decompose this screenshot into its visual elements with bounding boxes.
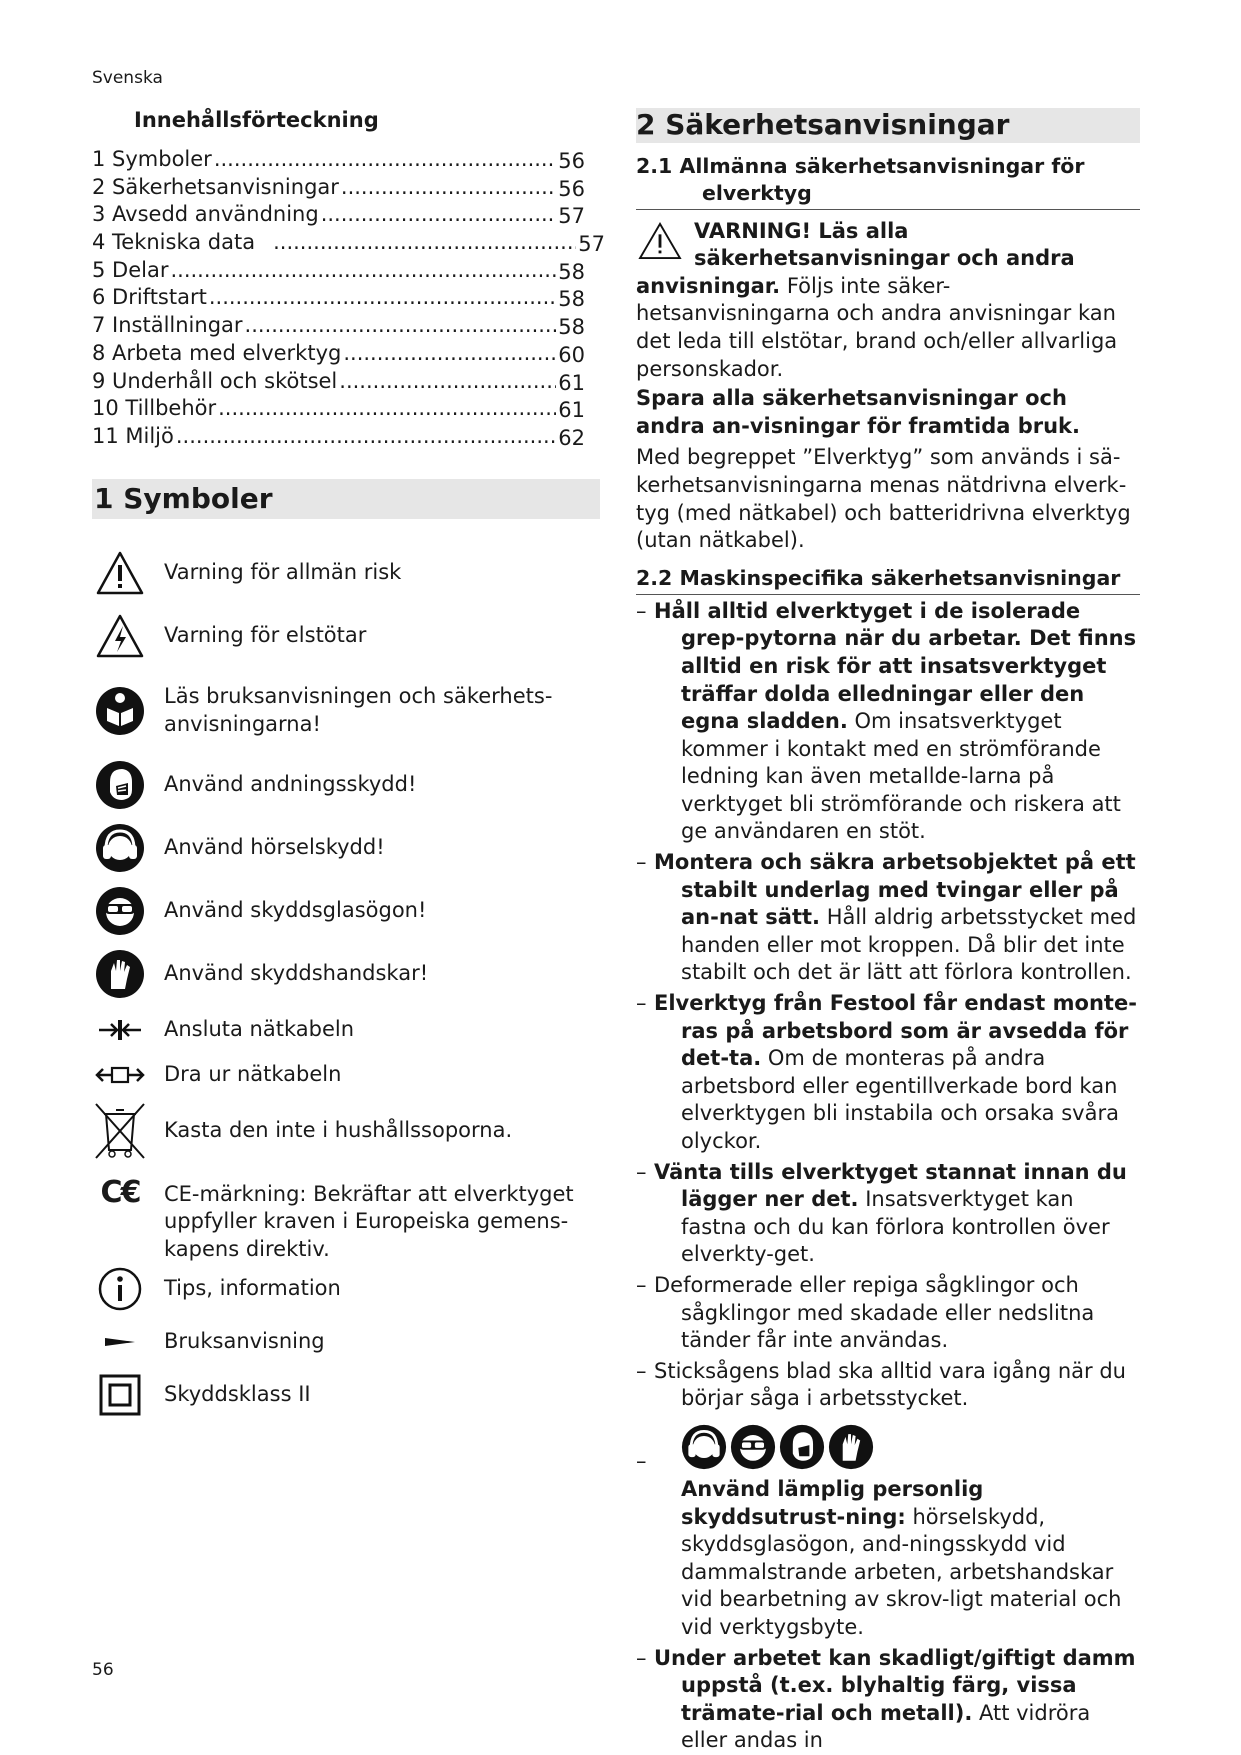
toc-entry[interactable]: 9 Underhåll och skötsel ..... 61	[92, 368, 585, 396]
warning-triangle-icon	[636, 222, 684, 260]
list-item: – Vänta tills elverktyget stannat innan du lägger ner det. Insatsverktyget kan fastna och du kan förlora kontrollen över elverkty-get.	[636, 1159, 1127, 1267]
safety-goggles-icon	[92, 886, 148, 936]
warning-text: Följs inte säker-hetsanvisningarna och andra anvisningar kan det leda till elstötar, brand och/eller allvarliga personskador.	[636, 273, 1118, 381]
safety-gloves-icon	[92, 949, 148, 999]
toc-title: Innehållsförteckning	[134, 108, 379, 132]
symbol-row: Bruksanvisning	[92, 1315, 600, 1369]
breathing-protection-icon	[92, 760, 148, 810]
symbol-row: Använd skyddsglasögon!	[92, 879, 600, 943]
manual-arrow-icon	[92, 1336, 148, 1348]
language-label: Svenska	[92, 68, 163, 88]
toc-entry[interactable]: 10 Tillbehör ..... 61	[92, 395, 585, 423]
symbol-row: Använd skyddshandskar!	[92, 943, 600, 1005]
symbol-row: Varning för allmän risk	[92, 543, 600, 603]
safety-gloves-icon	[828, 1424, 874, 1470]
subheading-machine-safety: 2.2 Maskinspecifika säkerhetsanvisningar	[636, 565, 1140, 595]
safety-heading: 2 Säkerhetsanvisningar	[636, 108, 1140, 143]
toc-entry[interactable]: 11 Miljö ..... 62	[92, 423, 585, 451]
toc-entry[interactable]: 6 Driftstart ..... 58	[92, 284, 585, 312]
warning-bold: VARNING! Läs alla säkerhetsanvisningar och andra anvisningar.	[636, 218, 1075, 298]
symbol-row: Varning för elstötar	[92, 603, 600, 669]
toc-entry[interactable]: 7 Inställningar ..... 58	[92, 312, 585, 340]
toc-entry[interactable]: 4 Tekniska data ..... 57	[92, 229, 605, 257]
list-item: – Under arbetet kan skadligt/giftigt damm uppstå (t.ex. blyhaltig färg, vissa trämate-rial och metall). Att vidröra eller andas in	[636, 1645, 1136, 1753]
page-number: 56	[92, 1660, 114, 1680]
symbol-row: Använd hörselskydd!	[92, 817, 600, 879]
info-icon	[92, 1266, 148, 1312]
symbol-row: Skyddsklass II	[92, 1369, 600, 1421]
hearing-protection-icon	[681, 1424, 727, 1470]
symbol-row: Tips, information	[92, 1263, 600, 1315]
toc-entry[interactable]: 2 Säkerhetsanvisningar ..... 56	[92, 174, 585, 202]
warning-block	[636, 218, 1140, 384]
breathing-protection-icon	[779, 1424, 825, 1470]
symbols-list	[92, 543, 600, 1421]
subheading-general-safety: 2.1 Allmänna säkerhetsanvisningar för elverktyg	[636, 153, 1140, 210]
list-item-ppe: – Använd lämplig personlig skyddsutrust-ning: hörselskydd, skyddsglasögon, and-ningsskydd vid dammalstrande arbeten, arbetshandskar vid bearbetning av skrov-ligt material och vid verktygsbyte.	[636, 1416, 1140, 1642]
ce-mark-icon: C€	[100, 1174, 140, 1210]
save-instructions: Spara alla säkerhetsanvisningar och andra an-visningar för framtida bruk.	[636, 386, 1080, 438]
list-item: – Håll alltid elverktyget i de isolerade grep-pytorna när du arbetar. Det finns alltid en risk för att insatsverktyget träffar dolda elledningar eller den egna sladden. Om insatsverktyget kommer i kontakt med en strömförande ledning kan även metallde-larna på verktyget bli strömförande och riskera att ge användaren en stöt.	[636, 598, 1137, 844]
toc-entry[interactable]: 1 Symboler ..... 56	[92, 146, 585, 174]
crossed-bin-icon	[92, 1100, 148, 1162]
left-column	[92, 100, 605, 1421]
symbol-row: Använd andningsskydd!	[92, 753, 600, 817]
plug-disconnect-icon	[92, 1064, 148, 1086]
hearing-protection-icon	[92, 823, 148, 873]
toc-entry[interactable]: 3 Avsedd användning ..... 57	[92, 201, 585, 229]
symbol-row: Ansluta nätkabeln	[92, 1005, 600, 1055]
symbols-heading: 1 Symboler	[92, 479, 600, 519]
symbol-row: Läs bruksanvisningen och säkerhets-anvisningarna!	[92, 669, 600, 753]
symbol-row: Dra ur nätkabeln	[92, 1055, 600, 1095]
protection-class-2-icon	[92, 1374, 148, 1416]
plug-connect-icon	[92, 1017, 148, 1043]
list-item: – Sticksågens blad ska alltid vara igång när du börjar såga i arbetsstycket.	[636, 1358, 1126, 1411]
list-item: – Deformerade eller repiga sågklingor och sågklingor med skadade eller nedslitna tänder får inte användas.	[636, 1272, 1095, 1353]
ppe-icons	[681, 1424, 1140, 1470]
toc-entry[interactable]: 8 Arbeta med elverktyg ..... 60	[92, 340, 585, 368]
definition-text: Med begreppet ”Elverktyg” som används i sä-kerhetsanvisningarna menas nätdrivna elverk-tyg (med nätkabel) och batteridrivna elverktyg (utan nätkabel).	[636, 445, 1131, 553]
table-of-contents	[92, 146, 605, 451]
warning-triangle-icon	[92, 550, 148, 596]
symbol-row: C€ CE-märkning: Bekräftar att elverktyget uppfyller kraven i Europeiska gemens-kapens direktiv.	[92, 1167, 600, 1263]
toc-entry[interactable]: 5 Delar ..... 58	[92, 257, 585, 285]
safety-goggles-icon	[730, 1424, 776, 1470]
read-manual-icon	[92, 686, 148, 736]
electric-shock-warning-icon	[92, 613, 148, 659]
symbol-row: Kasta den inte i hushållssoporna.	[92, 1095, 600, 1167]
list-item: – Montera och säkra arbetsobjektet på ett stabilt underlag med tvingar eller på an-nat sätt. Håll aldrig arbetsstycket med handen eller mot kroppen. Då blir det inte stabilt och det är lätt att förlora kontrollen.	[636, 850, 1137, 985]
right-column	[636, 108, 1140, 1755]
list-item: – Elverktyg från Festool får endast monte-ras på arbetsbord som är avsedda för det-ta. Om de monteras på andra arbetsbord eller egentillverkade bord kan elverktygen bli instabila och orsaka svåra olyckor.	[636, 991, 1137, 1153]
